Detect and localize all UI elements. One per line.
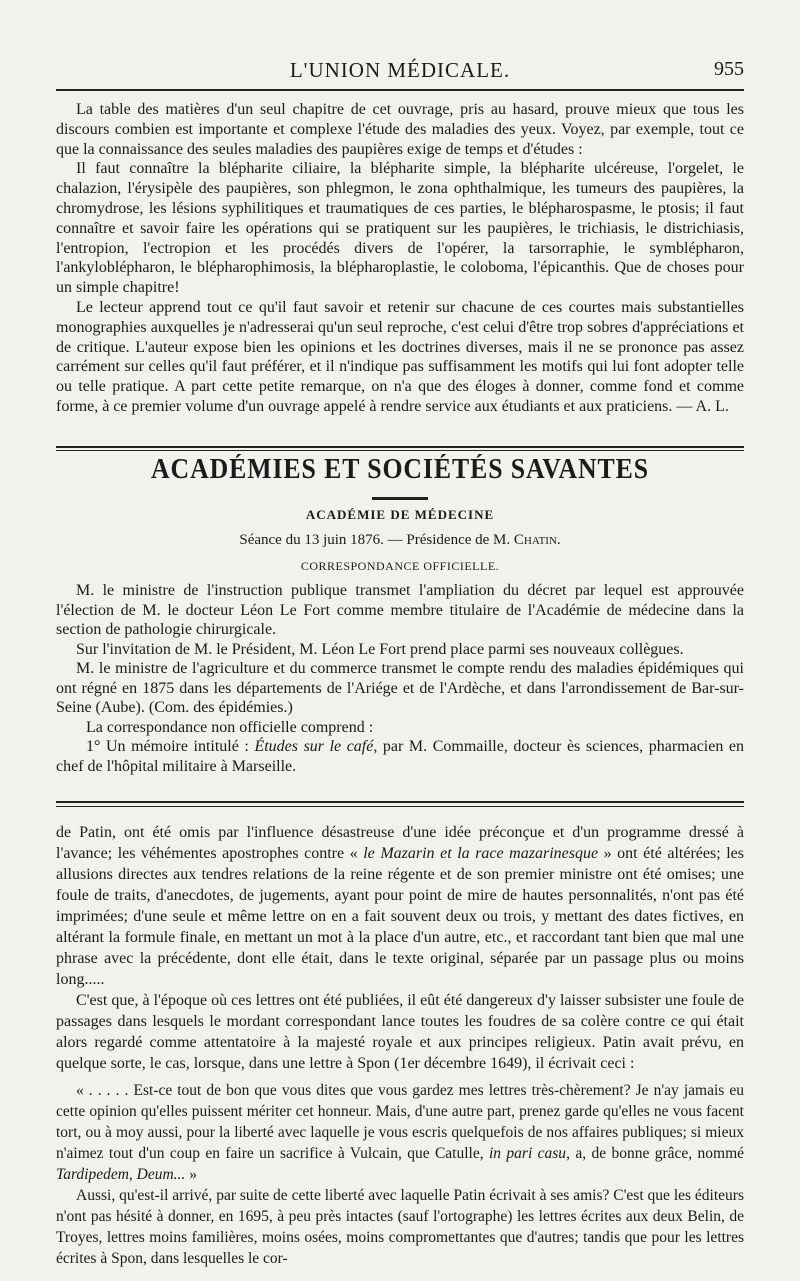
p1-italic: le Mazarin et la race mazarinesque	[363, 845, 599, 862]
session-suffix: .	[556, 532, 561, 548]
quote-italic-2: Tardipedem, Deum...	[56, 1166, 186, 1183]
section-title: ACADÉMIES ET SOCIÉTÉS SAVANTES	[151, 454, 649, 485]
correspondence-title: CORRESPONDANCE OFFICIELLE.	[300, 559, 500, 573]
page-number: 955	[714, 58, 744, 80]
feuilleton-text	[56, 822, 744, 1074]
session-president: Chatin	[513, 532, 557, 548]
feuilleton-paragraph-2: C'est que, à l'époque où ces lettres ont été publiées, il eût été dangereux d'y laisser subsister une foule de passages dans lesquels le mordant correspondant lance toutes les foudres de sa colère contre ce qui était alors regardé comme attentatoire à la majesté royale et aux principes religieux. Patin avait prévu, en quelque sorte, le cas, lorsque, dans une lettre à Spon (1er décembre 1649), il écrivait ceci :	[56, 992, 744, 1072]
p1-part-b: » ont été altérées; les allusions directes aux tendres relations de la reine régente et de son premier ministre ont été omises; une foule de traits, d'anecdotes, de jugements, ayant pour point de mire de hautes personnalités, n'ont pas été imprimées; d'une seule et même lettre on en a fait souvent deux ou trois, y mettant des dates fictives, en altérant la formule finale, en mettant un mot à la place d'un autre, etc., et raccordant tant bien que mal une phrase avec la précédente, dont elle était, dans le texte original, séparée par un passage plus ou moins long.....	[56, 845, 745, 988]
academy-paragraph-2: Sur l'invitation de M. le Président, M. Léon Le Fort prend place parmi ses nouveaux collègues.	[76, 640, 684, 658]
review-paragraph-3: Le lecteur apprend tout ce qu'il faut savoir et retenir sur chacune de ces courtes mais substantielles monographies auxquelles je n'adresserai qu'un seul reproche, c'est celui d'être trop sobres d'appréciations et de critique. L'auteur expose bien les opinions et les doctrines diverses, mais il ne se prononce pas assez carrément sur celles qu'il faut préférer, et il n'indique pas suffisamment les motifs qui lui font adopter telle ou telle pratique. A part cette petite remarque, on n'a que des éloges à donner, comme fond et comme forme, à ce premier volume d'un ouvrage appelé à rendre service aux étudiants et aux praticiens. — A. L.	[56, 298, 744, 415]
academy-paragraph-4: La correspondance non officielle comprend :	[86, 718, 374, 736]
academy-paragraph-1: M. le ministre de l'instruction publique transmet l'ampliation du décret par lequel est approuvée l'élection de M. le docteur Léon Le Fort comme membre titulaire de l'Académie de médecine dans la section de pathologie chirurgicale.	[56, 582, 744, 638]
session-prefix: Séance du 13 juin 1876. — Présidence de M.	[239, 532, 514, 548]
feuilleton-paragraph-3: Aussi, qu'est-il arrivé, par suite de cette liberté avec laquelle Patin écrivait à ses amis? C'est que les éditeurs n'ont pas hésité à donner, en 1695, à peu près intactes (sauf l'ortographe) les lettres écrites aux deux Belin, de Troyes, lettres moins familières, moins osées, moins compromettantes que d'autres; tandis que pour les lettres écrites à Spon, dans lesquelles le cor-	[56, 1187, 744, 1267]
item-1-title: Études sur le café	[254, 738, 374, 755]
quote-part-b: , a, de bonne grâce, nommé	[566, 1145, 745, 1162]
running-head	[56, 56, 744, 86]
p1-part-a: de Patin, ont été omis par l'influence désastreuse d'une idée préconçue et d'un programme dressé à l'avance; les véhémentes apostrophes contre «	[56, 824, 744, 862]
item-1-rest: , par M. Commaille, docteur ès sciences, pharmacien en chef de l'hôpital militaire à Marseille.	[56, 738, 745, 775]
quote-part-c: »	[185, 1166, 197, 1183]
section-rule-top-thin	[56, 450, 744, 451]
quote-part-a: « . . . . . Est-ce tout de bon que vous dites que vous gardez mes lettres très-chèrement? Je n'ay jamais eu cette opinion qu'elles puissent mériter cet honneur. Mais, d'une autre part, prenez garde qu'elles ne vous facent tort, ou à moy aussi, pour la liberté avec laquelle je vous escris quelquefois de nos affaires publiques; si mieux n'aimez tout d'un coup en faire un sacrifice à Vulcain, que Catulle,	[56, 1082, 744, 1162]
review-text	[56, 100, 744, 417]
header-rule	[56, 89, 744, 91]
review-paragraph-2: Il faut connaître la blépharite ciliaire, la blépharite simple, la blépharite ulcéreuse, l'orgelet, le chalazion, l'érysipèle des paupières, son phlegmon, le zona ophthalmique, les tumeurs des paupières, la chromydrose, les lésions syphilitiques et traumatiques de ces parties, le blépharospasme, le ptosis; il faut connaître et savoir faire les opérations qui se pratiquent sur les paupières, le trichiasis, le districhiasis, l'entropion, l'ectropion et les procédés divers de l'opérer, la tarsorraphie, le symblépharon, l'ankyloblépharon, le blépharophimosis, la blépharoplastie, le coloboma, l'épicanthis. Que de choses pour un simple chapitre!	[56, 160, 744, 297]
academy-text	[56, 581, 744, 776]
section-title-rule	[372, 497, 428, 500]
review-paragraph-1: La table des matières d'un seul chapitre de cet ouvrage, pris au hasard, prouve mieux que tous les discours combien est importante et complexe l'étude des maladies des yeux. Voyez, par exemple, tout ce que la connaissance des seules maladies des paupières exige de temps et d'études :	[56, 101, 744, 158]
feuilleton-rule	[56, 801, 744, 803]
feuilleton-rule-thin	[56, 806, 744, 807]
academy-item-1	[56, 737, 744, 776]
quote-italic-1: in pari casu	[489, 1145, 567, 1162]
item-1-prefix: 1° Un mémoire intitulé :	[86, 738, 255, 755]
feuilleton-paragraph-1	[56, 822, 744, 990]
session-line	[56, 532, 744, 549]
feuilleton-quote	[56, 1080, 744, 1185]
feuilleton-quote-block	[56, 1080, 744, 1269]
section-rule-top	[56, 446, 744, 448]
journal-title: L'UNION MÉDICALE.	[289, 58, 511, 82]
academy-paragraph-3: M. le ministre de l'agriculture et du commerce transmet le compte rendu des maladies épidémiques qui ont régné en 1875 dans les départements de l'Ariége et de l'Ardèche, et dans l'arrondissement de Bar-sur-Seine (Aube). (Com. des épidémies.)	[56, 660, 744, 716]
subsection-title: ACADÉMIE DE MÉDECINE	[305, 507, 495, 522]
